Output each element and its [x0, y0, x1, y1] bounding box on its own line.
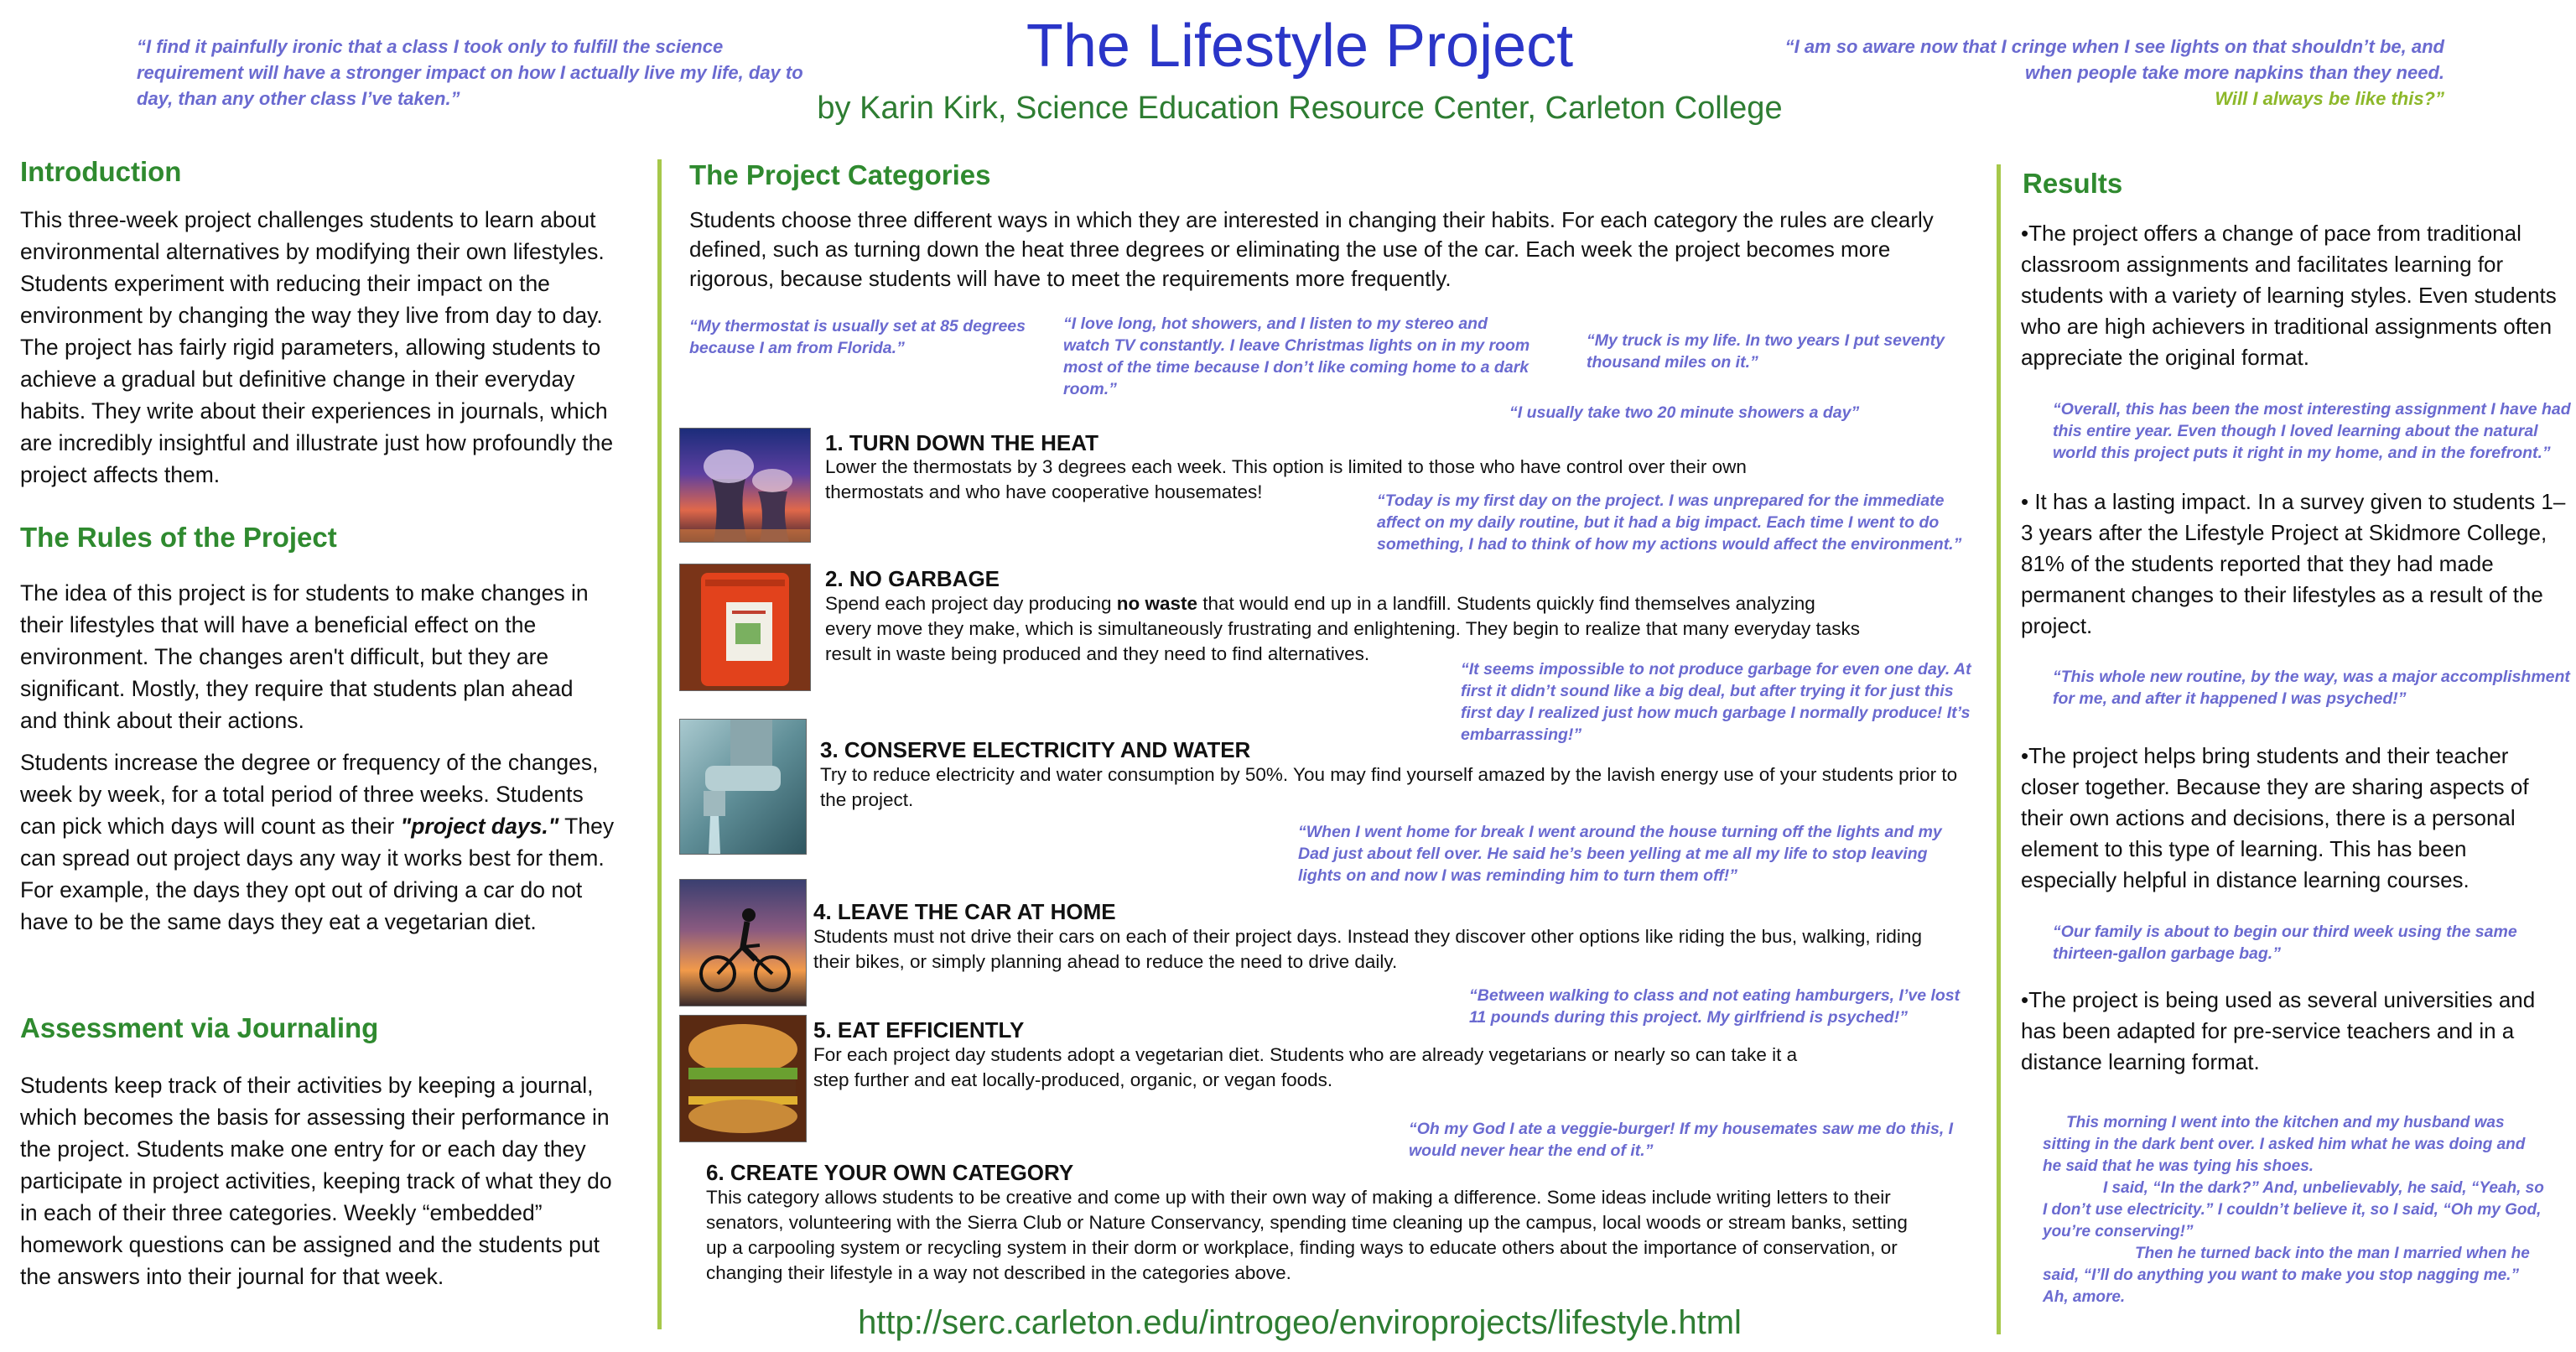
category-3-title: 3. CONSERVE ELECTRICITY AND WATER	[820, 737, 1251, 762]
column-divider-left	[657, 159, 662, 1329]
header-right-quote	[1778, 34, 2444, 112]
assessment-heading: Assessment via Journaling	[20, 1012, 379, 1043]
category-2-desc-end: that would end up in a landfill. Students quickly find themselves analyzing every move they make, which is simultaneously frustrating and enlightening. They begin to realize that many everyday tasks result in waste being produced and they need to find alternatives.	[825, 593, 1860, 664]
category-2-no-waste: no waste	[1116, 593, 1198, 614]
rules-heading: The Rules of the Project	[20, 522, 337, 553]
assessment-text: Students keep track of their activities by keeping a journal, which becomes the basis for assessing their performance in the project. Students make one entry for or each day they participate in project activities, keeping track of what they do in each of their three categories. Weekly “embedded” homework questions can be assigned and the students put the answers into their journal for that week.	[20, 1073, 612, 1289]
quote-showers-20min: “I usually take two 20 minute showers a day”	[1509, 403, 1860, 422]
food-image	[679, 1015, 807, 1142]
categories-intro: Students choose three different ways in which they are interested in changing their habits. For each category the rules are clearly defined, such as turning down the heat three degrees or eliminating the use of the car. Each week the project becomes more rigorous, because students will have to meet the requirements more frequently.	[689, 207, 1934, 291]
category-5-quote: “Oh my God I ate a veggie-burger! If my housemates saw me do this, I would never hear the end of it.”	[1409, 1120, 1954, 1160]
category-3-quote: “When I went home for break I went around the house turning off the lights and my Dad just about fell over. He said he’s been yelling at me all my life to stop leaving lights on and now I was reminding him to turn them off!”	[1298, 823, 1942, 885]
quote-truck: “My truck is my life. In two years I put seventy thousand miles on it.”	[1587, 331, 1945, 372]
category-1-quote: “Today is my first day on the project. I was unprepared for the immediate affect on my daily routine, but it had a big impact. Each time I went to do something, I had to think of how my actions would affect the environment.”	[1377, 491, 1962, 554]
result-quote-4-part-2: I said, “In the dark?” And, unbelievably, he said, “Yeah, so I don’t use electricity.” I couldn’t believe it, so I said, “Oh my God, you’re conserving!”	[2043, 1179, 2544, 1240]
result-quote-4	[2043, 1112, 2546, 1308]
rules-paragraph-2	[20, 746, 615, 938]
header-left-quote: “I find it painfully ironic that a class I took only to fulfill the science requirement will have a stronger impact on how I actually live my life, day to day, than any other class I’ve taken.”	[137, 36, 803, 109]
category-6-description: This category allows students to be creative and come up with their own way of making a difference. Some ideas include writing letters to their senators, volunteering with the Sierra Club or Nature Conservancy, spending time cleaning up the campus, local woods or stream banks, setting up a carpooling system or recycling system in their dorm or workplace, finding ways to educate others about the importance of conservation, or changing their lifestyle in a way not described in the categories above.	[706, 1187, 1908, 1283]
category-3-description: Try to reduce electricity and water consumption by 50%. You may find yourself amazed by the lavish energy use of your students prior to the project.	[820, 764, 1958, 810]
quote-showers: “I love long, hot showers, and I listen to my stereo and watch TV constantly. I leave Christmas lights on in my room most of the time because I don’t like coming home to a dark room.”	[1063, 315, 1530, 398]
garbage-bin-image	[679, 564, 811, 691]
category-4-quote: “Between walking to class and not eating hamburgers, I’ve lost 11 pounds during this project. My girlfriend is psyched!”	[1469, 986, 1961, 1027]
category-2-quote: “It seems impossible to not produce garbage for even one day. At first it didn’t sound like a big deal, but after trying it for just this first day I realized just how much garbage I normally produce! It’s embarrassing!”	[1461, 660, 1971, 744]
category-2-desc-start: Spend each project day producing	[825, 593, 1117, 614]
poster-title: The Lifestyle Project	[1026, 13, 1574, 80]
header-right-quote-text: “I am so aware now that I cringe when I see lights on that shouldn’t be, and when people take more napkins than they need.	[1784, 36, 2444, 83]
category-4-description: Students must not drive their cars on each of their project days. Instead they discover other options like riding the bus, walking, riding their bikes, or simply planning ahead to reduce the need to drive daily.	[813, 926, 1922, 972]
result-quote-1: “Overall, this has been the most interesting assignment I have had this entire year. Even though I loved learning about the natural world this project puts it right in my home, and in the forefront.”	[2053, 400, 2571, 462]
poster-subtitle: by Karin Kirk, Science Education Resource Center, Carleton College	[817, 91, 1783, 126]
category-2-title: 2. NO GARBAGE	[825, 566, 1000, 591]
rules-p2-end: They can spread out project days any way it works best for them. For example, the days they opt out of driving a car do not have to be the same days they eat a vegetarian diet.	[20, 814, 615, 934]
project-url-link[interactable]: http://serc.carleton.edu/introgeo/enviroprojects/lifestyle.html	[858, 1304, 1742, 1341]
intro-text: This three-week project challenges students to learn about environmental alternatives by modifying their own lifestyles. Students experiment with reducing their impact on the environment by changing the way they live from day to day. The project has fairly rigid parameters, allowing students to achieve a gradual but definitive change in their everyday habits. They write about their experiences in journals, which are incredibly insightful and illustrate just how profoundly the project affects them.	[20, 207, 614, 487]
header-right-quote-end: Will I always be like this?”	[2215, 88, 2444, 109]
result-4: •The project is being used as several universities and has been adapted for pre-service teachers and in a distance learning format.	[2021, 987, 2536, 1074]
result-quote-2: “This whole new routine, by the way, was a major accomplishment for me, and after it happened I was psyched!”	[2053, 668, 2570, 708]
rules-text	[20, 577, 615, 938]
result-quote-3: “Our family is about to begin our third week using the same thirteen-gallon garbage bag.”	[2053, 923, 2517, 963]
result-quote-4-part-1: This morning I went into the kitchen and my husband was sitting in the dark bent over. I asked him what he was doing and he said that he was tying his shoes.	[2043, 1114, 2526, 1175]
category-4-title: 4. LEAVE THE CAR AT HOME	[813, 899, 1116, 924]
cyclist-image	[679, 879, 807, 1006]
category-1-description: Lower the thermostats by 3 degrees each week. This option is limited to those who have control over their own thermostats and who have cooperative housemates!	[825, 456, 1747, 502]
category-5-title: 5. EAT EFFICIENTLY	[813, 1017, 1025, 1043]
result-quote-4-part-3: Then he turned back into the man I married when he said, “I’ll do anything you want to make you stop nagging me.” Ah, amore.	[2043, 1245, 2530, 1306]
power-plant-image	[679, 428, 811, 543]
rules-p2-start: Students increase the degree or frequency of the changes, week by week, for a total period of three weeks. Students can pick which days will count as their	[20, 750, 599, 839]
category-6-title: 6. CREATE YOUR OWN CATEGORY	[706, 1160, 1074, 1185]
result-2: • It has a lasting impact. In a survey given to students 1–3 years after the Lifestyle Project at Skidmore College, 81% of the students reported that they had made permanent changes to their lifestyles as a result of the project.	[2021, 489, 2566, 638]
rules-paragraph-1: The idea of this project is for students to make changes in their lifestyles that will have a beneficial effect on the environment. The changes aren't difficult, but they are significant. Mostly, they require that students plan ahead and think about their actions.	[20, 580, 589, 733]
faucet-image	[679, 719, 807, 855]
results-heading: Results	[2023, 168, 2123, 199]
intro-heading: Introduction	[20, 156, 182, 187]
column-divider-right	[1997, 164, 2001, 1334]
categories-heading: The Project Categories	[689, 159, 991, 190]
rules-project-days: "project days."	[400, 814, 559, 839]
quote-thermostat: “My thermostat is usually set at 85 degrees because I am from Florida.”	[689, 317, 1026, 357]
category-5-description: For each project day students adopt a vegetarian diet. Students who are already vegetarians or nearly so can take it a step further and eat locally-produced, organic, or vegan foods.	[813, 1044, 1798, 1090]
result-3: •The project helps bring students and their teacher closer together. Because they are sharing aspects of their own actions and decisions, there is a personal element to this type of learning. This has been especially helpful in distance learning courses.	[2021, 743, 2529, 892]
result-1: •The project offers a change of pace from traditional classroom assignments and facilitates learning for students with a variety of learning styles. Even students who are high achievers in traditional assignments often appreciate the original format.	[2021, 221, 2557, 370]
category-1-title: 1. TURN DOWN THE HEAT	[825, 430, 1098, 455]
category-2-description	[825, 591, 1865, 667]
